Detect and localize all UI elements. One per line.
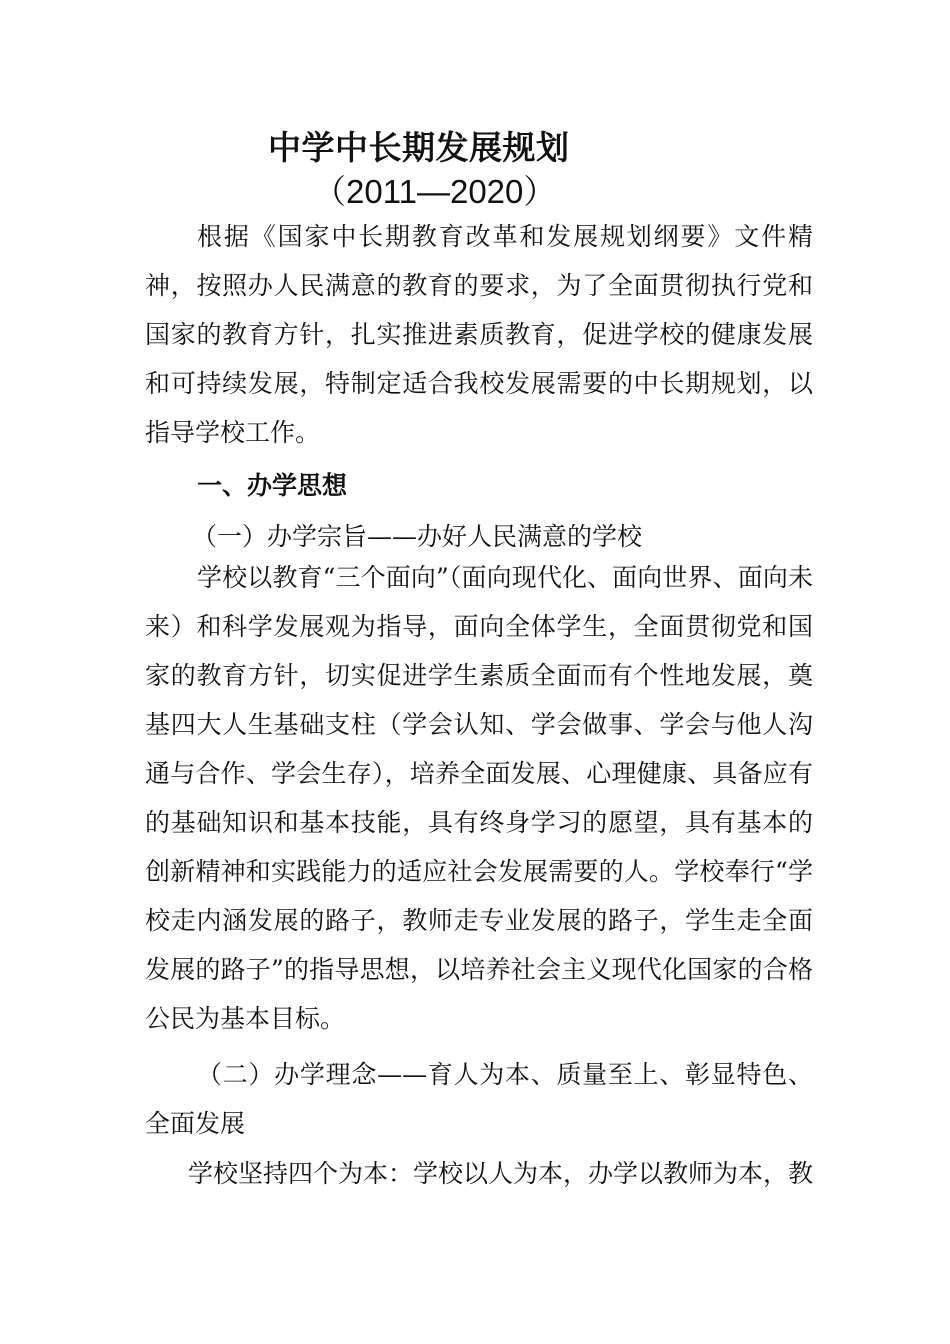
subsection-heading-1: （一）办学宗旨——办好人民满意的学校 [192, 522, 643, 551]
subsection-2-paragraph: 学校坚持四个为本：学校以人为本，办学以教师为本，教 [188, 1159, 814, 1188]
subsection-1-paragraph: 学校以教育“三个面向”（面向现代化、面向世界、面向未来）和科学发展观为指导，面向全体学生，全面贯彻党和国家的教育方针，切实促进学生素质全面而有个性地发展，奠基四大人生基础支柱（学会认知、学会做事、学会与他人沟通与合作、学会生存），培养全面发展、心理健康、具备应有的基础知识和基本技能，具有终身学习的愿望，具有基本的创新精神和实践能力的适应社会发展需要的人。学校奉行“学校走内涵发展的路子，教师走专业发展的路子，学生走全面发展的路子”的指导思想，以培养社会主义现代化国家的合格公民为基本目标。 [145, 563, 813, 1033]
document-subtitle: （2011—2020） [313, 173, 557, 210]
subsection-heading-2: （二）办学理念——育人为本、质量至上、彰显特色、全面发展 [145, 1060, 813, 1138]
document-title: 中学中长期发展规划 [268, 128, 570, 167]
section-heading-1: 一、办学思想 [197, 471, 348, 500]
intro-paragraph: 根据《国家中长期教育改革和发展规划纲要》文件精神，按照办人民满意的教育的要求，为了全面贯彻执行党和国家的教育方针，扎实推进素质教育，促进学校的健康发展和可持续发展，特制定适合我校发展需要的中长期规划，以指导学校工作。 [145, 222, 813, 447]
